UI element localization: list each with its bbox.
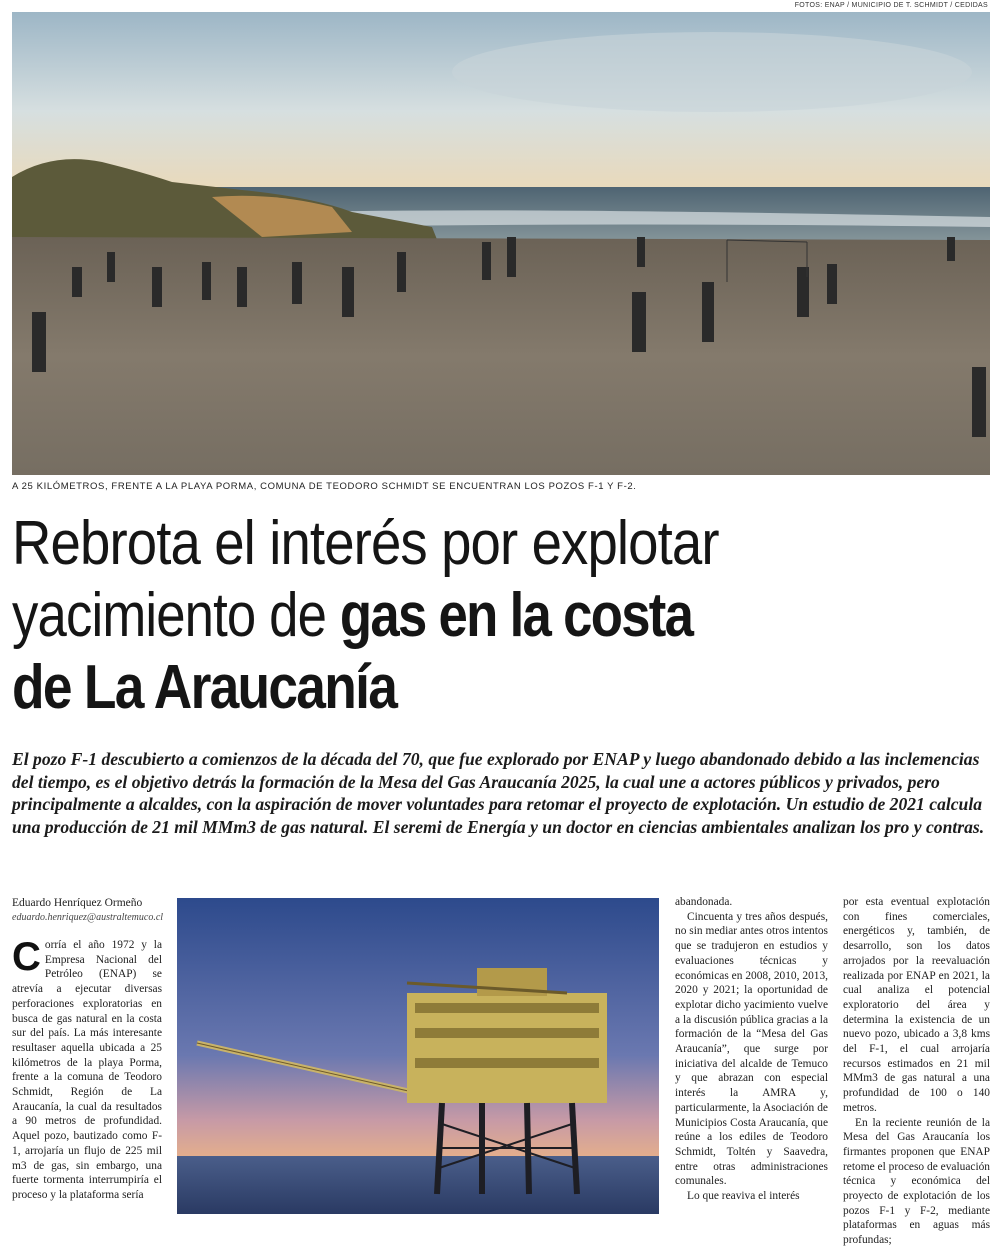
headline-line-2-light: yacimiento de [12, 581, 340, 650]
article-column-1 [12, 935, 162, 1203]
beach-photo [12, 12, 990, 475]
body-paragraph: Lo que reaviva el interés [687, 1190, 800, 1203]
article-column-3 [675, 895, 828, 1204]
headline-line-3: de La Araucanía [12, 653, 397, 722]
lede-paragraph: El pozo F-1 descubierto a comienzos de la década del 70, que fue explorado por ENAP y luego abandonado debido a las inclemencias del tiempo, es el objetivo detrás la formación de la Mesa del Gas Araucanía 2025, la cual une a actores públicos y privados, pero principalmente a alcaldes, con la aspiración de mover voluntades para retomar el proyecto de explotación. Un estudio de 2021 calcula una producción de 21 mil MMm3 de gas natural. El seremi de Energía y un doctor en ciencias ambientales analizan los pro y contras. [12, 749, 985, 837]
body-paragraph: orría el año 1972 y la Empresa Nacional del Petróleo (ENAP) se atrevía a ejecutar diversas perforaciones exploratorias en busca de gas natural en la costa sur del país. La más interesante resultaser aquella ubicada a 25 kilómetros de la playa Porma, frente a la comuna de Teodoro Schmidt, Región de La Araucanía, la cual da resultados a 90 metros de profundidad. Aquel pozo, bautizado como F-1, arrojaría un flujo de 225 mil m3 de gas, sin embargo, una fuerte tormenta interrumpiría el proceso y la plataforma sería [12, 939, 162, 1201]
body-paragraph: Cincuenta y tres años después, no sin mediar antes otros intentos que se tradujeron en estudios y evaluaciones técnicas y económicas en 2008, 2010, 2013, 2020 y 2021; la oportunidad de explotar dicho yacimiento vuelve a la discusión pública gracias a la formación de la “Mesa del Gas Araucanía”, que surge por iniciativa del alcalde de Temuco y que abrazan con especial interés la AMRA y, particularmente, la Asociación de Municipios Costa Araucanía, que reúne a los ediles de Teodoro Schmidt, Toltén y Saavedra, entre otras administraciones comunales. [675, 910, 828, 1188]
headline-line-2-bold: gas en la costa [339, 581, 693, 650]
headline-line-1: Rebrota el interés por explotar [12, 509, 719, 578]
article-column-4 [843, 895, 990, 1248]
headline [12, 508, 992, 724]
byline-email: eduardo.henriquez@australtemuco.cl [12, 912, 164, 923]
headline-line-2 [12, 580, 845, 652]
offshore-platform-photo [177, 898, 659, 1214]
drop-cap: C [12, 935, 41, 979]
photo-credit: FOTOS: ENAP / MUNICIPIO DE T. SCHMIDT / CEDIDAS [794, 2, 988, 9]
byline-author: Eduardo Henríquez Ormeño [12, 897, 143, 909]
photo-caption: A 25 KILÓMETROS, FRENTE A LA PLAYA PORMA, COMUNA DE TEODORO SCHMIDT SE ENCUENTRAN LOS POZOS F-1 Y F-2. [12, 481, 637, 492]
body-paragraph: abandonada. [675, 896, 733, 908]
body-paragraph: En la reciente reunión de la Mesa del Gas Araucanía los firmantes proponen que ENAP retome el proceso de evaluación técnica y económica del proyecto de explotación de los pozos F-1 y F-2, mediante plataformas en aguas más profundas; [843, 1116, 990, 1247]
body-paragraph: por esta eventual explotación con fines comerciales, energéticos y, también, de desarrollo, son los datos arrojados por la reevaluación realizada por ENAP en 2021, la cual analiza el potencial exploratorio del área y determina la existencia de un nuevo pozo, ubicado a 3,8 kms del F-1, el cual arrojaría recursos estimados en 21 mil MMm3 de gas natural a una profundidad de 100 o 140 metros. [843, 896, 990, 1114]
